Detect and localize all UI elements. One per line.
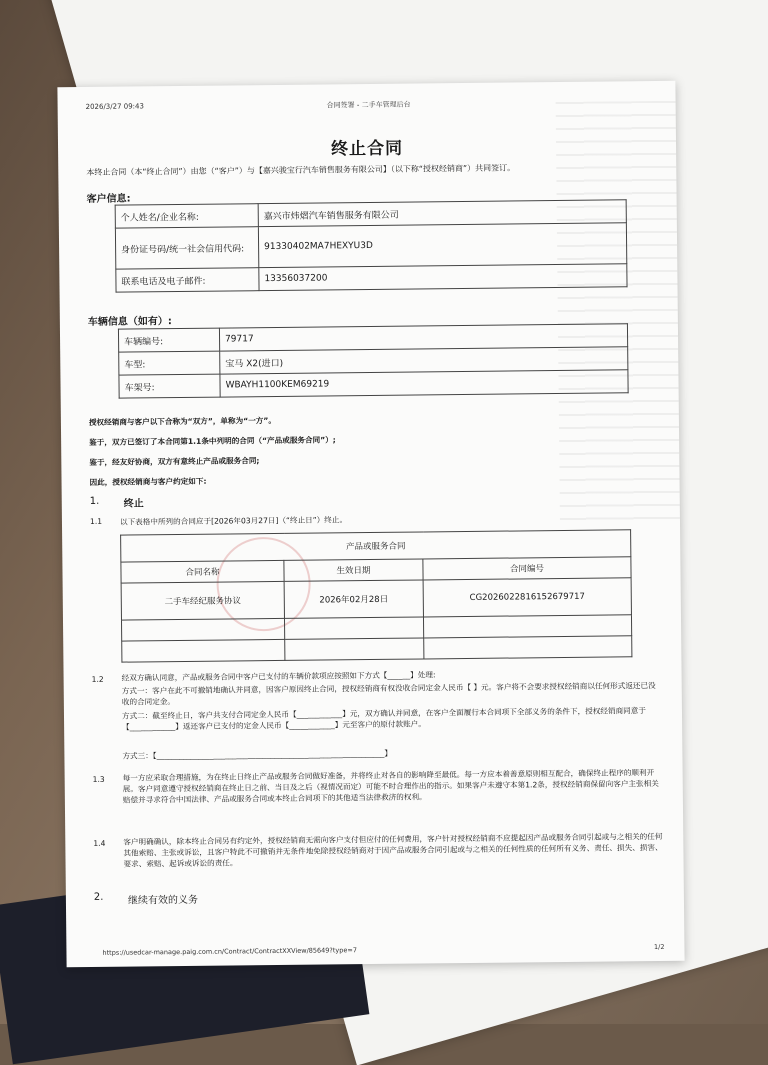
section-1-number: 1. [89, 495, 100, 507]
table-row [115, 223, 626, 269]
clause-1-4-text: 客户明确确认，除本终止合同另有约定外，授权经销商无需向客户支付但应付的任何费用，客户针对授权经销商不应提起因产品或服务合同引起或与之相关的任何其他索赔、主张或诉讼，且客户特此不可撤销并无条件地免除授权经销商对于因产品或服务合同引起或与之相关的任何性质的任何所有义务、责任、损失、损害、要求、索赔、起诉或诉讼的责任。 [123, 831, 663, 869]
cell-empty [122, 639, 285, 662]
label-cell: 个人姓名/企业名称: [115, 204, 258, 228]
clause-1-2-method-3: 方式三：【____________________________________________________________】 [122, 748, 393, 761]
recital-contract: 鉴于，双方已签订了本合同第1.1条中列明的合同（“产品或服务合同”）; [89, 435, 336, 447]
table-caption: 产品或服务合同 [121, 530, 631, 562]
clause-1-2-number: 1.2 [91, 674, 104, 684]
print-datetime: 2026/3/27 09:43 [85, 102, 144, 111]
recital-intent: 鉴于，经友好协商，双方有意终止产品或服务合同; [89, 456, 260, 467]
cell-empty [423, 615, 631, 638]
clause-1-4-number: 1.4 [93, 838, 106, 848]
header-cell: 生效日期 [284, 559, 423, 581]
recital-agreement: 因此，授权经销商与客户约定如下: [89, 476, 207, 487]
label-cell: 身份证号码/统一社会信用代码: [115, 227, 258, 269]
intro-text: 本终止合同（本“终止合同”）由您（“客户”）与【嘉兴骏宝行汽车销售服务有限公司】（以下称“授权经销商”）共同签订。 [86, 163, 516, 177]
cell-contract-number: CG2026022816152679717 [423, 578, 631, 617]
vehicle-section-heading: 车辆信息（如有）: [87, 316, 172, 328]
value-cell: 79717 [219, 324, 627, 351]
header-cell: 合同编号 [423, 557, 631, 580]
clause-1-2-method-1: 方式一：客户在此不可撤销地确认并同意，因客户原因终止合同，授权经销商有权没收合同定金人民币【 】元。客户将不会要求授权经销商以任何形式返还已没收的合同定金。 [121, 681, 656, 707]
value-cell: 91330402MA7HEXYU3D [258, 223, 626, 268]
header-cell: 合同名称 [121, 560, 284, 583]
clause-1-3-text: 每一方应采取合理措施，为在终止日终止产品或服务合同做好准备，并将终止对各自的影响降至最低。每一方应本着善意原则相互配合，确保终止程序的顺利开展。客户同意遵守授权经销商在终止日之前、当日及之后（视情况而定）可能不时合理作出的指示。如果客户未遵守本第1.2条，授权经销商保留向客户主张相关赔偿并寻求符合中国法律、产品或服务合同或本终止合同项下的其他适当法律救济的权利。 [122, 768, 659, 805]
cell-contract-name: 二手车经纪服务协议 [121, 581, 284, 620]
label-cell: 联系电话及电子邮件: [116, 268, 259, 292]
table-row [122, 636, 632, 662]
print-app-title: 合同签署 - 二手车管理后台 [326, 100, 411, 110]
cell-empty [424, 636, 632, 659]
product-service-contract-table [120, 529, 632, 662]
clause-1-1-number: 1.1 [89, 516, 103, 526]
section-2-number: 2. [93, 891, 104, 903]
page-number: 1/2 [653, 942, 665, 952]
print-header [85, 97, 652, 111]
value-cell: 宝马 X2(进口) [220, 347, 628, 374]
customer-section-heading: 客户信息: [86, 193, 131, 205]
value-cell: 13356037200 [259, 264, 627, 291]
contract-page [57, 81, 684, 967]
document-title: 终止合同 [330, 138, 404, 160]
print-footer [102, 943, 664, 957]
label-cell: 车辆编号: [118, 328, 219, 352]
clause-1-2-method-2: 方式二：截至终止日，客户共支付合同定金人民币【____________】元，双方确认并同意，在客户全面履行本合同项下全部义务的条件下，授权经销商同意于【____________】返还客户已支付的定金人民币【____________】元至客户的原付款账户。 [121, 706, 646, 732]
cell-empty [285, 638, 424, 660]
value-cell: WBAYH1100KEM69219 [220, 370, 628, 397]
customer-info-table [115, 199, 628, 292]
cell-effective-date: 2026年02月28日 [284, 580, 423, 618]
label-cell: 车架号: [119, 374, 220, 398]
page-url: https://usedcar-manage.paig.com.cn/Contract/ContractXXView/85649?type=7 [102, 946, 358, 957]
clause-1-2-text: 经双方确认同意，产品或服务合同中客户已支付的车辆价款项应按照如下方式【______】处理: [121, 670, 436, 683]
cell-empty [284, 617, 423, 639]
section-1-title: 终止 [123, 498, 144, 510]
vehicle-info-table [118, 323, 629, 398]
table-row [116, 264, 627, 292]
section-2-title: 继续有效的义务 [127, 894, 198, 907]
clause-1-1-text: 以下表格中所列的合同应于[2026年03月27日]（“终止日”）终止。 [119, 515, 348, 527]
label-cell: 车型: [119, 351, 220, 375]
clause-1-3-number: 1.3 [92, 774, 105, 784]
cell-empty [121, 618, 284, 641]
table-row [121, 578, 631, 620]
table-row [119, 370, 628, 398]
value-cell: 嘉兴市炜熠汽车销售服务有限公司 [258, 200, 626, 227]
recital-parties: 授权经销商与客户以下合称为“双方”，单称为“一方”。 [88, 415, 276, 427]
